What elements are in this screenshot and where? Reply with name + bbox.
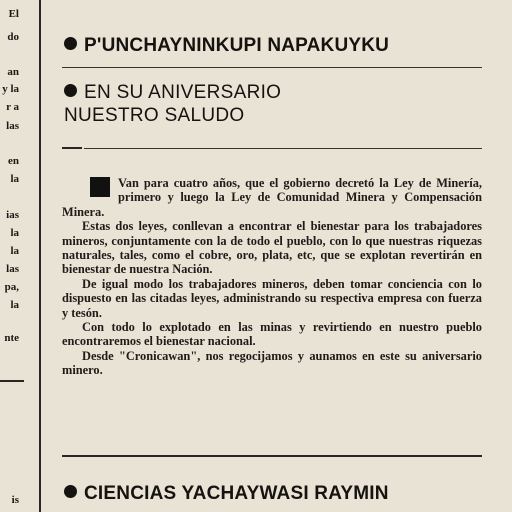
section-heading-punchayninkupi: [64, 34, 389, 57]
left-column-cropped: [0, 0, 26, 512]
bullet-icon: [64, 37, 77, 50]
left-fragment: is: [11, 494, 19, 506]
square-bullet-icon: [90, 177, 110, 197]
section-divider: [62, 67, 482, 68]
column-rule: [39, 0, 41, 512]
article-paragraph: De igual modo los trabajadores mineros, deben tomar conciencia con lo dispuesto en las citadas leyes, administrando su respectiva empresa con fuerza y tesón.: [62, 276, 482, 320]
left-fragment: pa,: [4, 281, 19, 293]
left-fragment: la: [10, 227, 19, 239]
section-heading-line2: NUESTRO SALUDO: [64, 105, 245, 126]
left-fragment: y la: [2, 83, 19, 95]
left-fragment: do: [7, 31, 19, 43]
section-heading-text: P'UNCHAYNINKUPI NAPAKUYKU: [84, 35, 390, 56]
article-paragraph: Con todo lo explotado en las minas y revirtiendo en nuestro pueblo encontraremos el bienestar nacional.: [62, 320, 482, 349]
article-paragraph: Estas dos leyes, conllevan a encontrar el bienestar para los trabajadores mineros, conjuntamente con la de todo el pueblo, con lo que nuestras riquezas naturales, tales, como el cobre, oro, plata, etc, que se explotan revertirán en bienestar de nuestra Nación.: [62, 219, 482, 277]
left-rule: [0, 380, 24, 382]
article-body: [62, 176, 482, 378]
left-fragment: las: [6, 120, 19, 132]
left-fragment: El: [8, 8, 19, 20]
left-fragment: en: [8, 155, 19, 167]
section-heading-ciencias: [64, 482, 389, 505]
bullet-icon: [64, 84, 77, 97]
bullet-icon: [64, 485, 77, 498]
article-paragraph: Desde "Cronicawan", nos regocijamos y aunamos en este su aniversario minero.: [62, 348, 482, 378]
section-heading-aniversario: [64, 81, 281, 127]
left-fragment: an: [7, 66, 19, 78]
left-fragment: nte: [4, 332, 19, 344]
section-divider: [62, 455, 482, 457]
left-fragment: las: [6, 263, 19, 275]
left-fragment: la: [10, 299, 19, 311]
section-heading-line1: EN SU ANIVERSARIO: [84, 82, 282, 103]
short-dash: [62, 147, 82, 149]
left-fragment: la: [10, 173, 19, 185]
section-heading-text: CIENCIAS YACHAYWASI RAYMIN: [84, 483, 389, 504]
left-fragment: r a: [6, 101, 19, 113]
section-divider: [84, 148, 482, 149]
left-fragment: ias: [6, 209, 19, 221]
article-paragraph: Van para cuatro años, que el gobierno decretó la Ley de Minería, primero y luego la Ley de Comunidad Minera y Compensación Minera.: [62, 176, 482, 219]
left-fragment: la: [10, 245, 19, 257]
